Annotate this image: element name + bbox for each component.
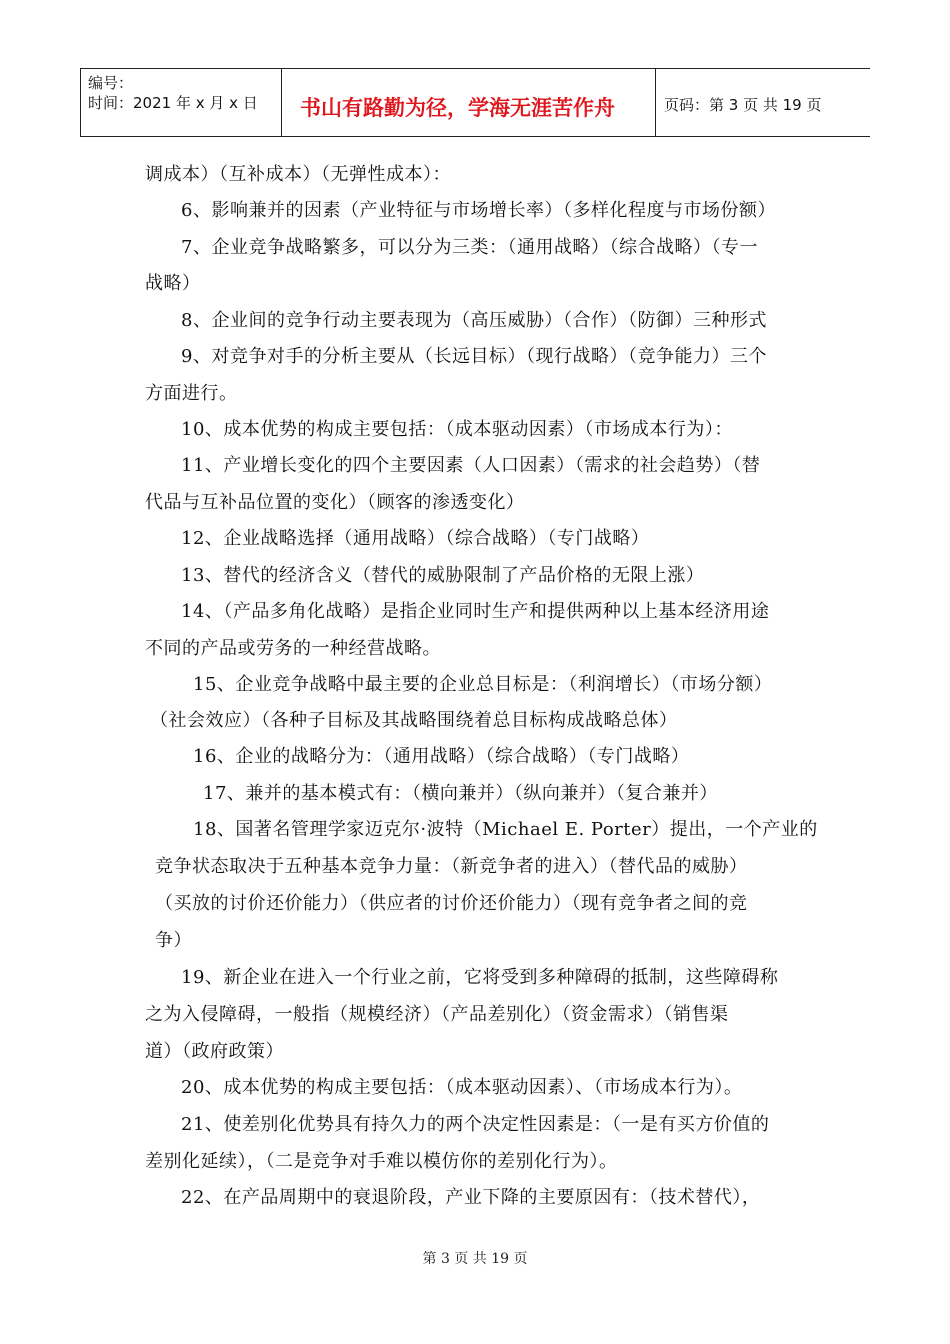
body-line: （社会效应）（各种子目标及其战略围绕着总目标构成战略总体） [150,710,678,731]
header-page-label: 页码：第 3 页 共 19 页 [664,96,822,114]
header-divider-2 [655,68,656,137]
body-line: 19、新企业在进入一个行业之前，它将受到多种障碍的抵制，这些障碍称 [181,967,779,988]
body-line: 不同的产品或劳务的一种经营战略。 [145,638,441,659]
body-line: 20、成本优势的构成主要包括：（成本驱动因素）、（市场成本行为）。 [181,1077,743,1098]
body-line: 14、（产品多角化战略）是指企业同时生产和提供两种以上基本经济用途 [181,601,770,622]
body-line: 11、产业增长变化的四个主要因素（人口因素）（需求的社会趋势）（替 [181,455,761,476]
header-top-rule [80,68,870,69]
body-line: 方面进行。 [145,383,238,404]
page-footer: 第 3 页 共 19 页 [422,1251,528,1267]
body-line: （买放的讨价还价能力）（供应者的讨价还价能力）（现有竞争者之间的竞 [155,893,748,914]
body-line: 道）（政府政策） [145,1041,284,1062]
body-line: 13、替代的经济含义（替代的威胁限制了产品价格的无限上涨） [181,565,705,586]
body-line: 18、国著名管理学家迈克尔·波特（Michael E. Porter）提出，一个产业的 [193,819,818,840]
header-bottom-rule [80,136,870,137]
body-line: 8、企业间的竞争行动主要表现为（高压威胁）（合作）（防御）三种形式 [181,310,767,331]
body-line: 竞争状态取决于五种基本竞争力量：（新竞争者的进入）（替代品的威胁） [155,856,748,877]
body-line: 代品与互补品位置的变化）（顾客的渗透变化） [145,492,525,513]
body-line: 22、在产品周期中的衰退阶段，产业下降的主要原因有：（技术替代）， [181,1187,761,1208]
body-line: 16、企业的战略分为：（通用战略）（综合战略）（专门战略） [193,746,690,767]
body-line: 12、企业战略选择（通用战略）（综合战略）（专门战略） [181,528,650,549]
body-line: 战略） [145,273,201,294]
header-divider-1 [281,68,282,137]
body-line: 9、对竞争对手的分析主要从（长远目标）（现行战略）（竞争能力）三个 [181,346,767,367]
body-line: 21、使差别化优势具有持久力的两个决定性因素是：（一是有买方价值的 [181,1114,770,1135]
header-left-border [80,68,81,137]
body-line: 争） [155,930,192,951]
body-line: 差别化延续），（二是竞争对手难以模仿你的差别化行为）。 [145,1151,618,1172]
body-line: 15、企业竞争战略中最主要的企业总目标是：（利润增长）（市场分额） [193,674,773,695]
body-line: 6、影响兼并的因素（产业特征与市场增长率）（多样化程度与市场份额） [181,200,776,221]
body-line: 之为入侵障碍，一般指（规模经济）（产品差别化）（资金需求）（销售渠 [145,1004,729,1025]
document-time-label: 时间：2021 年 x 月 x 日 [88,94,258,112]
body-line: 调成本）（互补成本）（无弹性成本）： [145,164,451,185]
document-number-label: 编号： [88,74,134,92]
header-motto: 书山有路勤为径，学海无涯苦作舟 [300,96,615,120]
body-line: 10、成本优势的构成主要包括：（成本驱动因素）（市场成本行为）： [181,419,733,440]
body-line: 17、兼并的基本模式有：（横向兼并）（纵向兼并）（复合兼并） [203,783,718,804]
body-line: 7、企业竞争战略繁多，可以分为三类：（通用战略）（综合战略）（专一 [181,237,758,258]
